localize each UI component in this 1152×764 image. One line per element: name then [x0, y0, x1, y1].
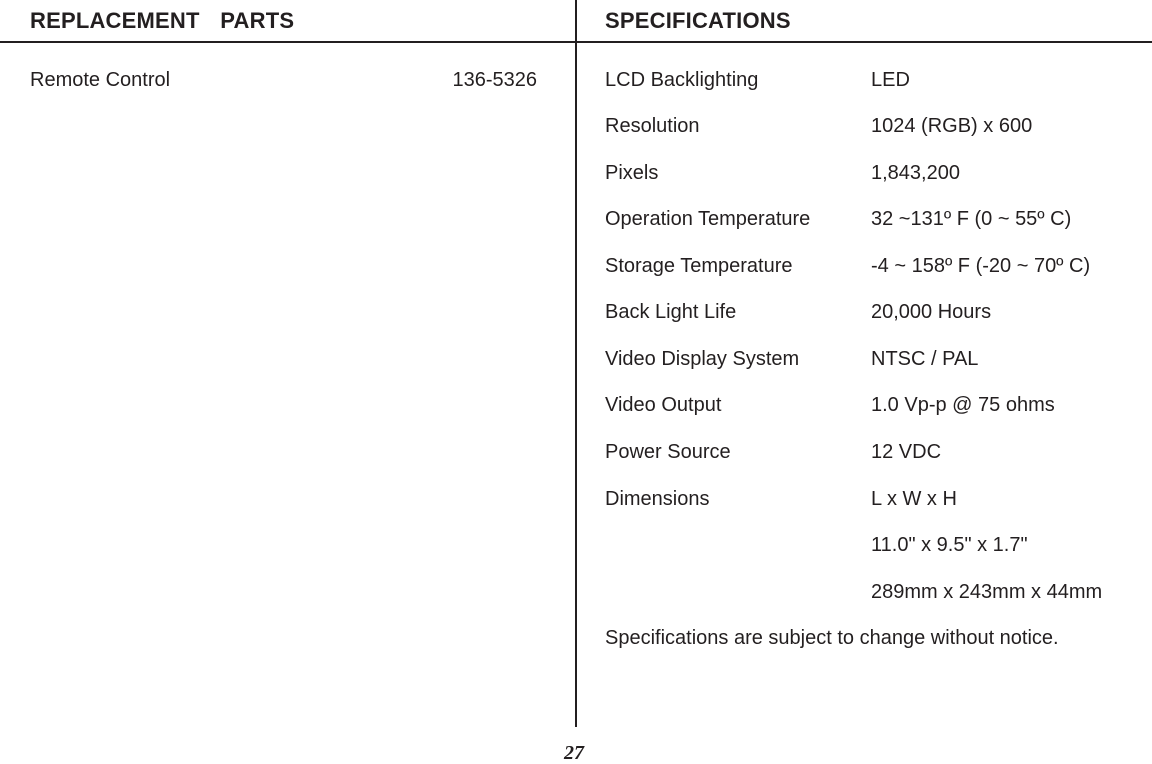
spec-row-video-display-system: [605, 347, 1145, 371]
spec-label: Pixels: [605, 162, 659, 184]
spec-value: 289mm x 243mm x 44mm: [871, 581, 1103, 603]
spec-row-resolution: [605, 114, 1145, 138]
spec-value: 1,843,200: [871, 162, 960, 184]
spec-label: Dimensions: [605, 488, 710, 510]
spec-row-dimensions-mm: [605, 580, 1145, 604]
part-name: Remote Control: [30, 69, 171, 91]
column-divider: [575, 0, 577, 727]
spec-value: 20,000 Hours: [871, 301, 992, 323]
spec-row-video-output: [605, 393, 1145, 417]
part-row-remote-control: [30, 68, 537, 92]
spec-label: Power Source: [605, 441, 731, 463]
spec-label: Operation Temperature: [605, 208, 811, 230]
spec-value: 11.0" x 9.5" x 1.7": [871, 534, 1028, 556]
spec-label: Video Output: [605, 394, 722, 416]
specifications-notice: Specifications are subject to change without notice.: [605, 627, 1059, 649]
spec-value: 32 ~131º F (0 ~ 55º C): [871, 208, 1072, 230]
spec-value: 12 VDC: [871, 441, 942, 463]
spec-label: Back Light Life: [605, 301, 737, 323]
spec-label: LCD Backlighting: [605, 69, 759, 91]
spec-row-lcd-backlighting: [605, 68, 1145, 92]
part-number: 136-5326: [452, 69, 537, 91]
spec-label: Resolution: [605, 115, 700, 137]
replacement-parts-heading: REPLACEMENT PARTS: [30, 8, 295, 33]
spec-row-pixels: [605, 161, 1145, 185]
spec-value: 1.0 Vp-p @ 75 ohms: [871, 394, 1055, 416]
spec-row-back-light-life: [605, 300, 1145, 324]
spec-value: LED: [871, 69, 910, 91]
specifications-heading: SPECIFICATIONS: [605, 8, 791, 33]
spec-label: Storage Temperature: [605, 255, 793, 277]
page-number: 27: [564, 742, 584, 764]
spec-value: -4 ~ 158º F (-20 ~ 70º C): [871, 255, 1091, 277]
spec-row-storage-temperature: [605, 254, 1145, 278]
spec-value: NTSC / PAL: [871, 348, 979, 370]
spec-row-dimensions-inches: [605, 533, 1145, 557]
spec-value: 1024 (RGB) x 600: [871, 115, 1033, 137]
spec-row-power-source: [605, 440, 1145, 464]
spec-value: L x W x H: [871, 488, 957, 510]
spec-row-dimensions: [605, 487, 1145, 511]
spec-label: Video Display System: [605, 348, 800, 370]
spec-row-operation-temperature: [605, 207, 1145, 231]
